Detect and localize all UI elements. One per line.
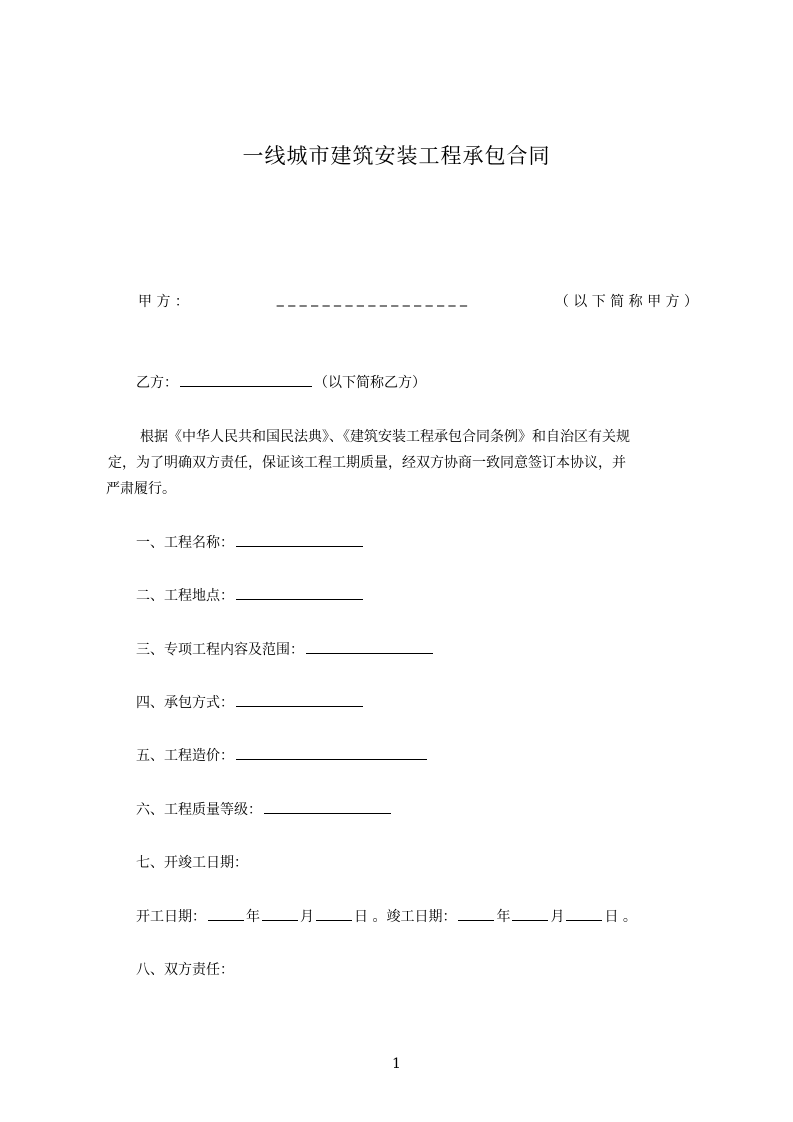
party-b-suffix: （以下简称乙方） (314, 375, 426, 391)
page-number: 1 (392, 1056, 401, 1072)
document-title: 一线城市建筑安装工程承包合同 (242, 144, 551, 168)
party-a-blank: _ _ _ _ _ _ _ _ _ _ _ _ _ _ _ _ _ (276, 291, 467, 307)
clause-schedule (136, 852, 248, 872)
date-line-end: 。 (622, 909, 637, 925)
date-line (136, 906, 637, 926)
clause-project-name-blank (236, 533, 363, 547)
party-a-line (138, 291, 698, 311)
end-month-blank (512, 907, 548, 921)
start-date-label: 开工日期： (136, 909, 206, 925)
party-b-blank (180, 373, 312, 387)
preamble-paragraph (106, 424, 716, 502)
preamble-line-2: 定，为了明确双方责任，保证该工程工期质量，经双方协商一致同意签订本协议，并 (108, 455, 626, 471)
party-b-label: 乙方： (136, 375, 178, 391)
clause-responsibilities-label: 八、双方责任： (136, 962, 234, 978)
end-date-label: 。竣工日期： (372, 909, 457, 925)
party-a-label: 甲 方 ： (138, 294, 189, 310)
end-day-unit: 日 (604, 909, 619, 925)
clause-project-name-label: 一、工程名称： (136, 535, 234, 551)
clause-responsibilities (136, 959, 234, 979)
end-month-unit: 月 (550, 909, 565, 925)
clause-contract-method-label: 四、承包方式： (136, 695, 234, 711)
clause-cost-label: 五、工程造价： (136, 748, 234, 764)
clause-project-location-label: 二、工程地点： (136, 588, 234, 604)
clause-cost (136, 745, 429, 765)
preamble-line-1: 根据《中华人民共和国民法典》、《建筑安装工程承包合同条例》和自治区有关规 (140, 429, 630, 445)
clause-cost-blank (236, 746, 427, 760)
end-year-unit: 年 (496, 909, 511, 925)
party-b-line (136, 372, 426, 392)
clause-contract-method (136, 692, 365, 712)
party-a-suffix: （ 以 下 简 称 甲 方 ） (554, 294, 698, 310)
clause-scope-blank (306, 640, 433, 654)
start-day-blank (316, 907, 352, 921)
start-year-blank (208, 907, 244, 921)
clause-project-name (136, 532, 365, 552)
clause-project-location (136, 585, 365, 605)
start-year-unit: 年 (246, 909, 260, 925)
clause-schedule-label: 七、开竣工日期： (136, 855, 248, 871)
clause-scope-label: 三、专项工程内容及范围： (136, 642, 304, 658)
start-month-blank (262, 907, 298, 921)
preamble-line-3: 严肃履行。 (106, 481, 176, 497)
end-day-blank (566, 907, 602, 921)
clause-quality-grade (136, 799, 393, 819)
clause-quality-grade-label: 六、工程质量等级： (136, 802, 262, 818)
start-day-unit: 日 (354, 909, 368, 925)
clause-quality-grade-blank (264, 800, 391, 814)
clause-scope (136, 639, 435, 659)
end-year-blank (458, 907, 494, 921)
clause-project-location-blank (236, 586, 363, 600)
clause-contract-method-blank (236, 693, 363, 707)
start-month-unit: 月 (300, 909, 314, 925)
